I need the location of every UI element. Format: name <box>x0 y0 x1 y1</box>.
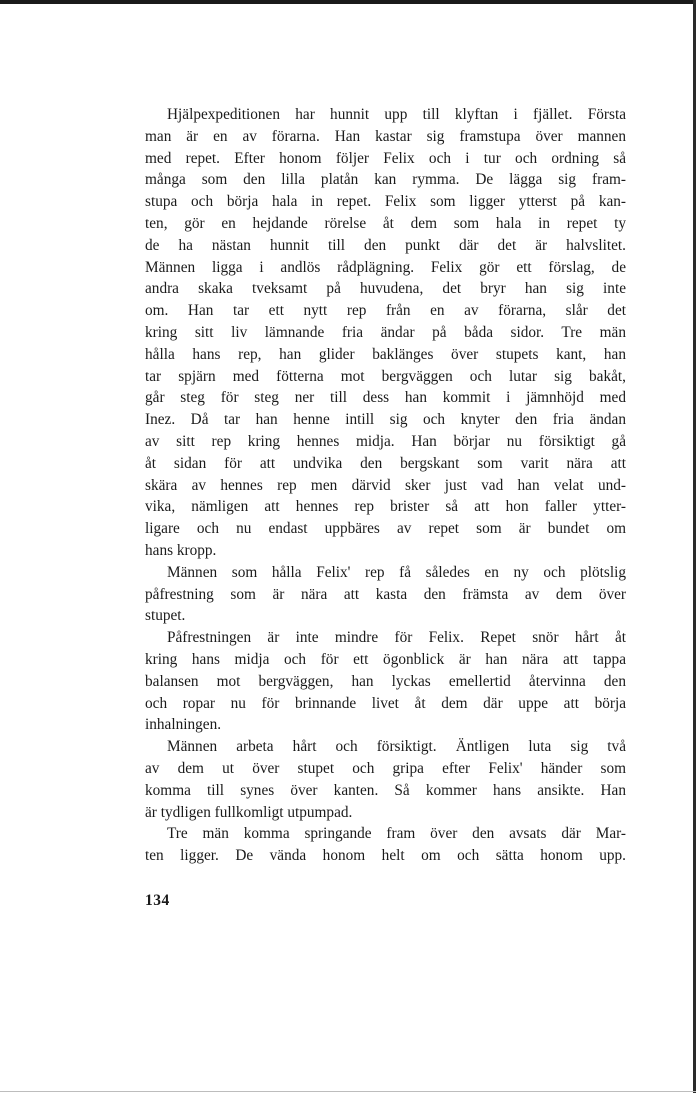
paragraph <box>145 627 626 736</box>
text-line: balansen mot bergväggen, han lyckas emellertid återvinna den <box>145 672 626 690</box>
text-line: stupet. <box>145 607 186 625</box>
text-line: Männen arbeta hårt och försiktigt. Äntligen luta sig två <box>167 738 626 756</box>
page-number: 134 <box>145 892 170 909</box>
text-line: är tydligen fullkomligt utpumpad. <box>145 803 353 821</box>
text-line: Påfrestningen är inte mindre för Felix. Repet snör hårt åt <box>167 629 626 647</box>
text-line: inhalningen. <box>145 716 222 734</box>
text-line: andra skaka tveksamt på huvudena, det bryr han sig inte <box>145 280 626 298</box>
text-line: av sitt rep kring hennes midja. Han börjar nu försiktigt gå <box>145 432 626 450</box>
text-line: om. Han tar ett nytt rep från en av förarna, slår det <box>145 302 626 320</box>
paragraph <box>145 823 626 867</box>
page-body <box>145 104 626 867</box>
text-line: man är en av förarna. Han kastar sig framstupa över mannen <box>145 127 626 145</box>
text-line: Inez. Då tar han henne intill sig och knyter den fria ändan <box>145 411 626 429</box>
paragraph <box>145 736 626 823</box>
text-line: tar spjärn med fötterna mot bergväggen och lutar sig bakåt, <box>145 367 626 385</box>
text-line: ten ligger. De vända honom helt om och sätta honom upp. <box>145 847 626 865</box>
text-line: går steg för steg ner till dess han kommit i jämnhöjd med <box>145 389 626 407</box>
paragraph <box>145 104 626 562</box>
text-line: påfrestning som är nära att kasta den främsta av dem över <box>145 585 626 603</box>
paragraph <box>145 562 626 627</box>
text-line: Männen ligga i andlös rådplägning. Felix gör ett förslag, de <box>145 258 626 276</box>
page-bottom-edge <box>0 1091 696 1092</box>
text-line: ten, gör en hejdande rörelse åt dem som hala in repet ty <box>145 214 626 232</box>
text-line: Hjälpexpeditionen har hunnit upp till klyftan i fjället. Första <box>167 106 626 123</box>
text-line: åt sidan för att undvika den bergskant som varit nära att <box>145 454 626 472</box>
text-line: många som den lilla platån kan rymma. De lägga sig fram- <box>145 171 626 189</box>
text-line: de ha nästan hunnit till den punkt där det är halvslitet. <box>145 236 626 254</box>
text-line: Tre män komma springande fram över den avsats där Mar- <box>167 825 626 843</box>
text-line: komma till synes över kanten. Så kommer hans ansikte. Han <box>145 781 626 799</box>
text-line: skära av hennes rep men därvid sker just vad han velat und- <box>145 476 626 494</box>
page-top-edge <box>0 0 696 4</box>
text-line: av dem ut över stupet och gripa efter Felix' händer som <box>145 759 626 777</box>
text-line: hans kropp. <box>145 541 217 559</box>
text-line: kring sitt liv lämnande fria ändar på båda sidor. Tre män <box>145 323 626 341</box>
text-line: vika, nämligen att hennes rep brister så att hon faller ytter- <box>145 498 626 516</box>
text-line: stupa och börja hala in repet. Felix som ligger ytterst på kan- <box>145 193 626 211</box>
text-line: och ropar nu för brinnande livet åt dem där uppe att börja <box>145 694 626 712</box>
text-line: Männen som hålla Felix' rep få således en ny och plötslig <box>167 563 626 581</box>
text-line: med repet. Efter honom följer Felix och i tur och ordning så <box>145 149 626 167</box>
text-line: ligare och nu endast uppbäres av repet som är bundet om <box>145 520 626 538</box>
text-line: kring hans midja och för ett ögonblick är han nära att tappa <box>145 650 626 668</box>
text-line: hålla hans rep, han glider baklänges över stupets kant, han <box>145 345 626 363</box>
